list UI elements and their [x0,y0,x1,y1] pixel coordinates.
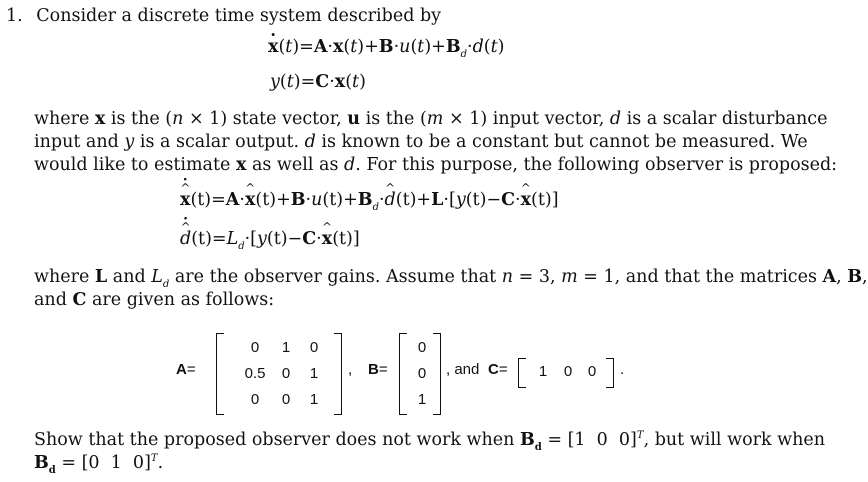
eq3-dot: ·[ [443,190,456,210]
eq1-dot: · [467,37,473,57]
matrix-A-cell: 0 [281,391,291,408]
text-x: x [94,109,106,129]
matrix-A-cell: 0.5 [244,365,266,382]
matrix-B-left-bracket [399,333,407,415]
eq3-dhat: ^ d [385,190,396,210]
matrix-A-cell: 1 [281,339,291,356]
eq1-p: )+ [357,37,379,57]
text-L: L [94,267,108,287]
eq1-t: t [490,37,498,57]
eq3-u: u [311,190,323,210]
matrix-A-cell: 0 [281,365,291,382]
eq1-x2: x [332,37,344,57]
eq1-p: ( [483,37,491,57]
eq2-p: ) [359,72,366,92]
text-u: u [347,109,361,129]
eq3-Bd: B [357,190,373,210]
matrix-C [530,359,604,385]
eq1-B: B [378,37,394,57]
text: is a scalar disturbance [621,109,828,129]
para1-line1 [34,108,827,130]
matrix-A-cell: 0 [250,391,260,408]
matrix-A-cell: 1 [309,391,319,408]
text: is known to be a constant but cannot be measured. We [315,132,808,152]
eq4-dhat-dot: ^ d · [180,229,191,249]
eq4-t: (t)= [191,229,227,249]
text: would like to estimate [34,155,236,175]
eq3-t: (t)= [190,190,226,210]
text: Show that the proposed observer does not work when [34,430,520,450]
eq4-xhat: ^ x [322,229,332,249]
eq3-dot: · [515,190,521,210]
text: input and [34,132,125,152]
text: × 1) state vector, [183,109,348,129]
text-Bd: B [519,430,535,450]
text: are the observer gains. Assume that [169,267,502,287]
text-y: y [124,132,135,152]
eq1-t: t [285,37,293,57]
eq1-d: d [472,37,484,57]
eq3-Bd-sub: d [372,202,379,213]
eq3-A: A [225,190,240,210]
observer-disturbance-equation [180,229,360,252]
output-equation [270,72,366,92]
final-line2 [34,448,163,482]
text-d: d [304,132,316,152]
text-Ld-sub: d [162,279,170,290]
eq1-p: ( [278,37,286,57]
eq4-t: (t)− [266,229,303,249]
text: , [862,267,868,287]
problem-intro-line [6,5,441,27]
text-n: n [501,267,514,287]
eq1-p: )= [292,37,314,57]
matrix-separator-and: , and [446,361,484,378]
text-Bd-sub: d [534,442,542,453]
text-n: n [172,109,184,129]
C-eq: = [498,361,508,378]
matrix-A-cell: 1 [309,365,319,382]
eq1-t: t [417,37,425,57]
eq4-dot: ·[ [244,229,257,249]
eq1-p: ( [343,37,351,57]
eq3-t: (t)− [465,190,502,210]
text: where [34,267,95,287]
eq1-x: x · [268,37,278,57]
eq2-t: t [352,72,360,92]
eq2-p: )= [293,72,316,92]
A-eq: = [186,361,196,378]
B-label: B [368,361,379,378]
C-label: C [488,361,499,378]
observer-state-equation [180,190,559,213]
matrix-C-left-bracket [518,358,526,388]
eq1-Bd-sub: d [460,49,468,60]
eq3-dot: · [305,190,312,210]
eq4-L-sub: d [238,241,245,252]
eq3-xhat: ^ x [245,190,255,210]
text-C: C [72,290,87,310]
eq3-B: B [290,190,306,210]
eq1-p: )+ [424,37,446,57]
eq2-dot: · [329,72,335,92]
text: , [836,267,848,287]
text-d: d [609,109,622,129]
matrix-A-left-bracket [216,333,224,415]
text-A: A [822,267,837,287]
eq1-dot: · [327,37,333,57]
text-x: x [235,155,247,175]
matrix-C-label [488,361,508,378]
text: , but will work when [643,430,826,450]
eq3-t: (t)+ [395,190,432,210]
text-T: T [150,453,158,464]
matrix-B-cell: 1 [417,391,427,408]
text: = [0 1 0] [55,453,151,473]
text: where [34,109,95,129]
text-d: d [344,155,356,175]
matrix-A-right-bracket [334,333,342,415]
matrix-A [238,335,328,413]
eq3-xhat: ^ x [521,190,531,210]
matrix-B-label [368,361,388,378]
text-B: B [847,267,863,287]
eq1-dot: · [393,37,400,57]
text-m: m [426,109,444,129]
eq4-t: (t)] [332,229,360,249]
text: and [107,267,152,287]
A-label: A [176,361,187,378]
text: as well as [246,155,344,175]
eq1-A: A [313,37,328,57]
text: and [34,290,73,310]
eq2-t: t [286,72,294,92]
eq4-L: L [226,229,239,249]
text: is the ( [105,109,173,129]
eq2-p: ( [279,72,287,92]
text: is a scalar output. [134,132,305,152]
eq2-p: ( [345,72,353,92]
problem-intro: Consider a discrete time system described by [36,6,442,26]
text-Bd: B [34,453,49,473]
eq4-C: C [302,229,317,249]
text-Bd-sub: d [48,465,56,476]
eq3-t: (t)+ [255,190,291,210]
text: . For this purpose, the following observer is proposed: [355,155,838,175]
eq3-xhat-dot: ^ x · [180,190,190,210]
text-T: T [636,430,644,441]
B-eq: = [378,361,388,378]
eq2-x: x [334,72,346,92]
matrix-B [410,335,434,413]
problem-number: 1. [6,6,23,26]
matrix-A-label [176,361,196,378]
para1-line2 [34,131,808,153]
matrix-B-cell: 0 [417,339,427,356]
eq3-dot: · [378,190,385,210]
matrix-C-cell: 0 [563,363,573,380]
text: × 1) input vector, [443,109,610,129]
text: = 3, [513,267,562,287]
para1-line3 [34,154,837,176]
state-equation [268,37,505,60]
eq3-t: (t)] [531,190,559,210]
text: is the ( [360,109,427,129]
eq1-Bd: B [445,37,461,57]
matrix-B-cell: 0 [417,365,427,382]
matrix-end-period: . [620,361,625,378]
eq3-L: L [431,190,444,210]
matrix-A-cell: 0 [250,339,260,356]
matrix-separator: , [348,361,353,378]
text-Ld: L [151,267,163,287]
eq1-p: ) [497,37,505,57]
eq2-C: C [315,72,330,92]
eq3-C: C [501,190,515,210]
eq2-y: y [270,72,280,92]
matrix-C-cell: 0 [587,363,597,380]
matrix-A-cell: 0 [309,339,319,356]
text-m: m [561,267,578,287]
para2-line2 [34,289,274,311]
text: = [1 0 0] [541,430,637,450]
matrix-C-right-bracket [606,358,614,388]
eq4-dot: · [316,229,322,249]
matrix-B-right-bracket [433,333,441,415]
text: are given as follows: [86,290,275,310]
text: = 1, and that the matrices [577,267,823,287]
matrix-C-cell: 1 [538,363,548,380]
eq4-y: y [256,229,267,249]
eq3-t: (t)+ [322,190,358,210]
eq3-y: y [455,190,466,210]
eq3-dot: · [239,190,245,210]
eq1-u: u [399,37,411,57]
eq1-t: t [350,37,358,57]
eq1-p: ( [410,37,418,57]
text: . [157,453,164,473]
